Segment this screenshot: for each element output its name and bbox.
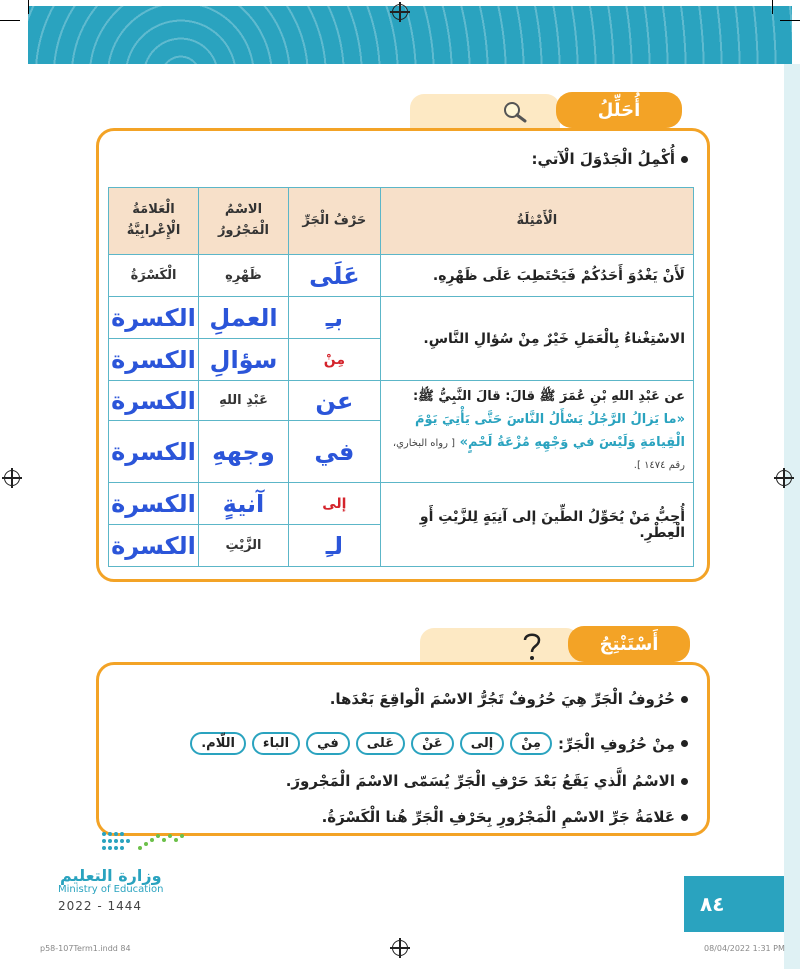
example-4b-mark: الكسرة bbox=[109, 525, 199, 567]
question-mark-icon bbox=[520, 630, 544, 664]
instruction-text: أُكْمِلُ الْجَدْوَلَ الْآتي: bbox=[531, 150, 675, 168]
analyze-title: أُحَلِّلُ bbox=[556, 92, 682, 128]
example-1-noun: ظَهْرِهِ bbox=[199, 255, 289, 297]
table-header-row bbox=[109, 188, 694, 255]
example-4a-noun: آنيةٍ bbox=[199, 483, 289, 525]
registration-mark-icon bbox=[4, 470, 20, 486]
example-3b-noun: وجههِ bbox=[199, 421, 289, 483]
table-row bbox=[109, 483, 694, 525]
table-row bbox=[109, 381, 694, 421]
example-2b-preposition: مِنْ bbox=[288, 339, 380, 381]
example-3-intro: عن عَبْدِ اللهِ بْنِ عُمَرَ ﷺ قالَ: قالَ النَّبِيُّ ﷺ: bbox=[412, 389, 685, 404]
bullet-dot bbox=[681, 156, 688, 163]
example-4a-preposition: إلى bbox=[288, 483, 380, 525]
registration-mark-icon bbox=[392, 940, 408, 956]
example-2a-preposition: بـِ bbox=[288, 297, 380, 339]
example-1-preposition: عَلَى bbox=[288, 255, 380, 297]
pill-baa: الباء bbox=[252, 732, 300, 755]
example-1-mark: الْكَسْرَةُ bbox=[109, 255, 199, 297]
header-examples: الْأَمْثِلَةُ bbox=[380, 188, 693, 255]
print-slug-left: p58-107Term1.indd 84 bbox=[40, 944, 131, 953]
pill-lam: اللّام. bbox=[190, 732, 246, 755]
conclusion-2 bbox=[190, 732, 688, 755]
registration-mark-icon bbox=[392, 4, 408, 20]
header-noun: الاسْمُ الْمَجْرُورُ bbox=[199, 188, 289, 255]
example-3a-noun: عَبْدِ اللهِ bbox=[199, 381, 289, 421]
example-3-reference: [ رواه البخاري، رقم ١٤٧٤ ]. bbox=[392, 437, 685, 472]
conclusion-4-text: عَلامَةُ جَرِّ الاسْمِ الْمَجْرُورِ بِحَرْفِ الْجَرِّ هُنا الْكَسْرَةُ. bbox=[321, 808, 675, 826]
example-3-quote: «ما يَزالُ الرَّجُلُ يَسْأَلُ النَّاسَ حَتَّى يَأْتِيَ يَوْمَ الْقِيامَةِ وَلَيْسَ في وَجْهِهِ مُزْعَةُ لَحْمٍ» bbox=[414, 411, 685, 450]
table-row bbox=[109, 297, 694, 339]
header-mark: الْعَلامَةُ الْإِعْرابِيَّةُ bbox=[109, 188, 199, 255]
example-4b-preposition: لـِ bbox=[288, 525, 380, 567]
example-3-cell bbox=[380, 381, 693, 483]
pill-fi: في bbox=[306, 732, 350, 755]
conclusion-2-text: مِنْ حُرُوفِ الْجَرِّ: bbox=[557, 734, 675, 753]
conclusion-3 bbox=[286, 772, 688, 790]
pill-an: عَنْ bbox=[411, 732, 454, 755]
crop-mark bbox=[772, 0, 773, 14]
top-banner bbox=[28, 6, 792, 64]
pill-ala: عَلى bbox=[356, 732, 405, 755]
example-3b-preposition: في bbox=[288, 421, 380, 483]
example-2b-mark: الكسرة bbox=[109, 339, 199, 381]
page-number-bar bbox=[684, 876, 784, 932]
edition-year: 2022 - 1444 bbox=[58, 899, 143, 913]
bullet-dot bbox=[681, 696, 688, 703]
conclusion-3-text: الاسْمُ الَّذي يَقَعُ بَعْدَ حَرْفِ الْجَرِّ يُسَمّى الاسْمَ الْمَجْرورَ. bbox=[285, 772, 675, 790]
example-3a-preposition: عن bbox=[288, 381, 380, 421]
header-preposition: حَرْفُ الْجَرِّ bbox=[288, 188, 380, 255]
example-4-text: أُحِبُّ مَنْ يُحَوِّلُ الطِّينَ إلى آنِيَةٍ لِلزَّيْتِ أَوِ الْعِطْرِ. bbox=[380, 483, 693, 567]
bullet-dot bbox=[681, 778, 688, 785]
example-2-text: الاسْتِغْناءُ بِالْعَمَلِ خَيْرٌ مِنْ سُؤالِ النَّاسِ. bbox=[380, 297, 693, 381]
print-slug-right: 08/04/2022 1:31 PM bbox=[704, 944, 785, 953]
ministry-name-en: Ministry of Education bbox=[58, 884, 164, 895]
example-2a-mark: الكسرة bbox=[109, 297, 199, 339]
preposition-pills bbox=[190, 732, 552, 755]
banner-pattern bbox=[28, 6, 792, 64]
bullet-dot bbox=[681, 814, 688, 821]
ministry-logo-icon bbox=[100, 828, 190, 856]
conclusion-1 bbox=[330, 690, 688, 708]
conclude-title: أَسْتَنْتِجُ bbox=[568, 626, 690, 662]
bullet-dot bbox=[681, 740, 688, 747]
prepositions-table bbox=[108, 187, 694, 567]
instruction-line bbox=[532, 150, 688, 168]
analyze-tab-bg bbox=[410, 94, 560, 128]
ministry-name-ar: وزارة التعليم bbox=[60, 866, 162, 885]
right-edge-strip bbox=[784, 64, 800, 969]
crop-mark bbox=[780, 20, 800, 21]
example-2b-noun: سؤالِ bbox=[199, 339, 289, 381]
example-1-text: لَأَنْ يَغْدُوَ أَحَدُكُمْ فَيَحْتَطِبَ عَلَى ظَهْرِهِ. bbox=[380, 255, 693, 297]
example-4a-mark: الكسرة bbox=[109, 483, 199, 525]
pill-min: مِنْ bbox=[510, 732, 552, 755]
registration-mark-icon bbox=[776, 470, 792, 486]
page-number: ٨٤ bbox=[700, 892, 725, 916]
example-4b-noun: الزَّيْتِ bbox=[199, 525, 289, 567]
conclusion-1-text: حُرُوفُ الْجَرِّ هِيَ حُرُوفٌ تَجُرُّ الاسْمَ الْواقِعَ بَعْدَها. bbox=[329, 690, 675, 708]
conclude-tab-bg bbox=[420, 628, 580, 662]
example-2a-noun: العملِ bbox=[199, 297, 289, 339]
crop-mark bbox=[28, 0, 29, 14]
crop-mark bbox=[0, 20, 20, 21]
magnifier-icon bbox=[502, 100, 528, 124]
example-3a-mark: الكسرة bbox=[109, 381, 199, 421]
table-row bbox=[109, 255, 694, 297]
conclusion-4 bbox=[322, 808, 688, 826]
pill-ila: إلى bbox=[460, 732, 505, 755]
example-3b-mark: الكسرة bbox=[109, 421, 199, 483]
